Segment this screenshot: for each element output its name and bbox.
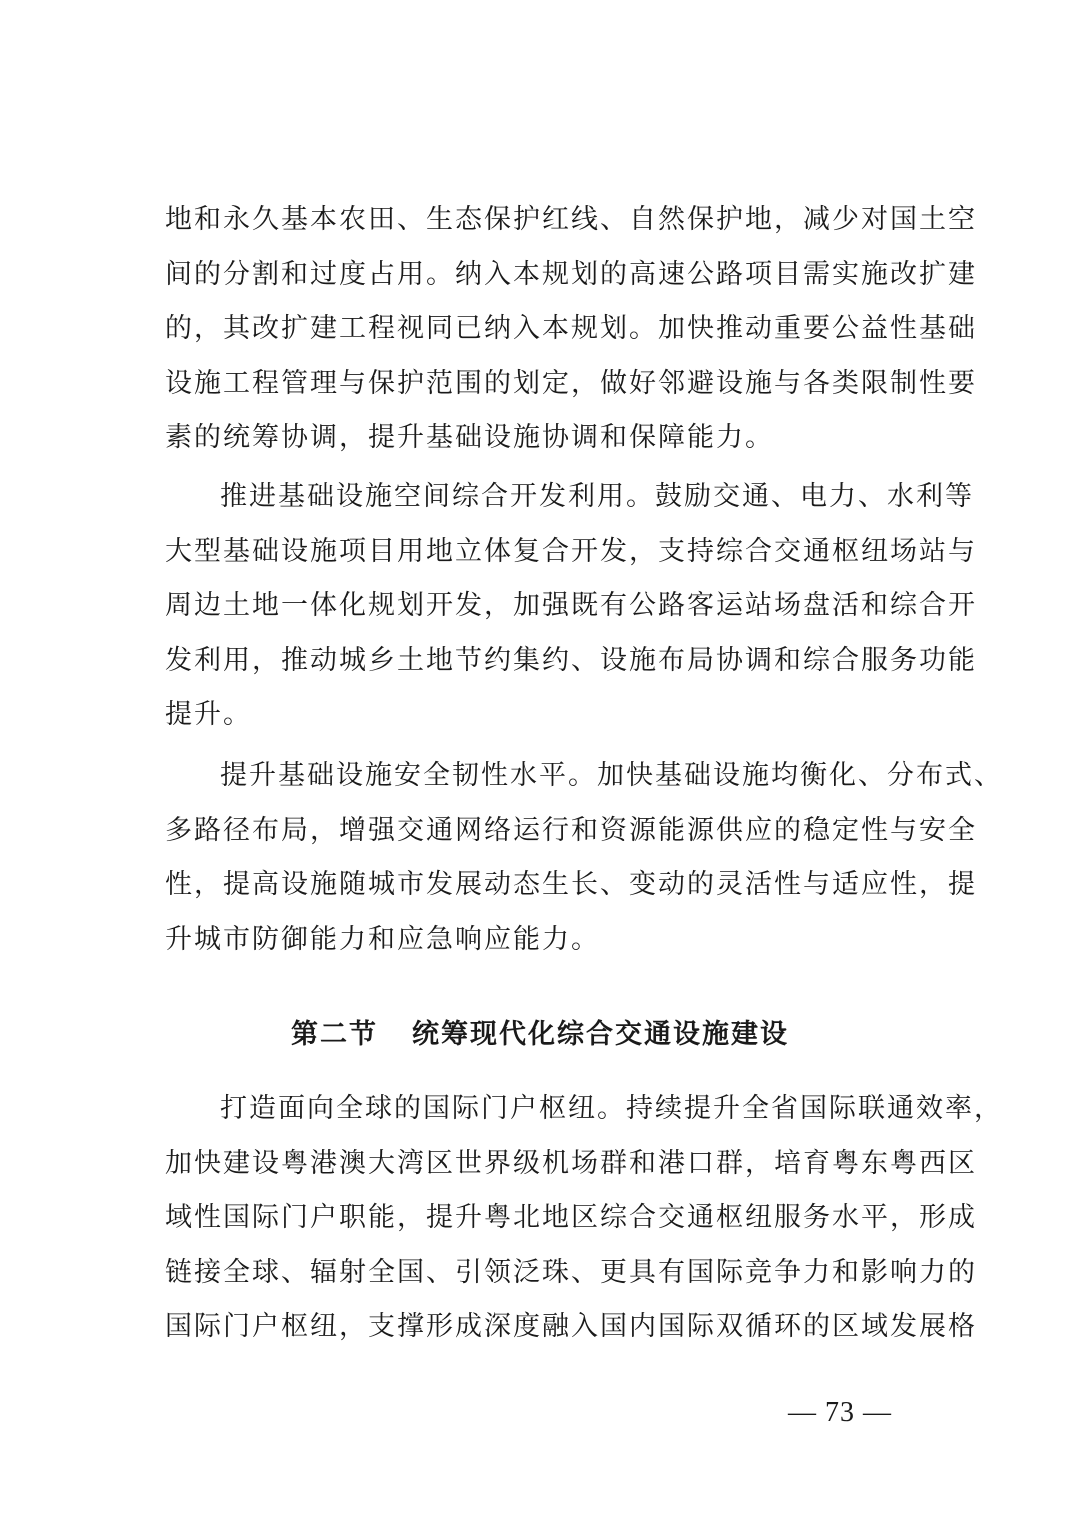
- page-number: — 73 —: [788, 1397, 892, 1428]
- section-number: 第二节: [291, 1019, 378, 1050]
- text-line: 间的分割和过度占用。纳入本规划的高速公路项目需实施改扩建: [165, 258, 977, 290]
- text-line: 大型基础设施项目用地立体复合开发，支持综合交通枢纽场站与: [165, 535, 977, 567]
- text-line: 提升。: [165, 699, 252, 730]
- text-line: 性，提高设施随城市发展动态生长、变动的灵活性与适应性，提: [165, 869, 977, 900]
- text-line: 加快建设粤港澳大湾区世界级机场群和港口群，培育粤东粤西区: [165, 1147, 977, 1179]
- section-heading: [0, 1010, 1080, 1060]
- section-title: 统筹现代化综合交通设施建设: [412, 1019, 789, 1050]
- paragraph-space-development: [165, 470, 977, 743]
- text-line: 周边土地一体化规划开发，加强既有公路客运站场盘活和综合开: [165, 590, 977, 621]
- text-line: 地和永久基本农田、生态保护红线、自然保护地，减少对国土空: [165, 204, 977, 235]
- text-line: 域性国际门户职能，提升粤北地区综合交通枢纽服务水平，形成: [165, 1202, 977, 1233]
- paragraph-international-gateway: [165, 1082, 1003, 1355]
- paragraph-infrastructure-protection: [165, 193, 977, 466]
- text-line: 链接全球、辐射全国、引领泛珠、更具有国际竞争力和影响力的: [165, 1256, 977, 1288]
- text-line: 升城市防御能力和应急响应能力。: [165, 923, 600, 955]
- text-line: 多路径布局，增强交通网络运行和资源能源供应的稳定性与安全: [165, 814, 977, 846]
- paragraph-safety-resilience: [165, 749, 1003, 967]
- text-line: 的，其改扩建工程视同已纳入本规划。加快推动重要公益性基础: [165, 313, 977, 344]
- text-line: 提升基础设施安全韧性水平。加快基础设施均衡化、分布式、: [220, 760, 1003, 791]
- text-line: 国际门户枢纽，支撑形成深度融入国内国际双循环的区域发展格: [165, 1311, 977, 1342]
- text-line: 素的统筹协调，提升基础设施协调和保障能力。: [165, 422, 774, 453]
- text-line: 打造面向全球的国际门户枢纽。持续提升全省国际联通效率，: [220, 1093, 1003, 1124]
- text-line: 推进基础设施空间综合开发利用。鼓励交通、电力、水利等: [220, 481, 974, 512]
- text-line: 发利用，推动城乡土地节约集约、设施布局协调和综合服务功能: [165, 644, 977, 676]
- text-line: 设施工程管理与保护范围的划定，做好邻避设施与各类限制性要: [165, 367, 977, 399]
